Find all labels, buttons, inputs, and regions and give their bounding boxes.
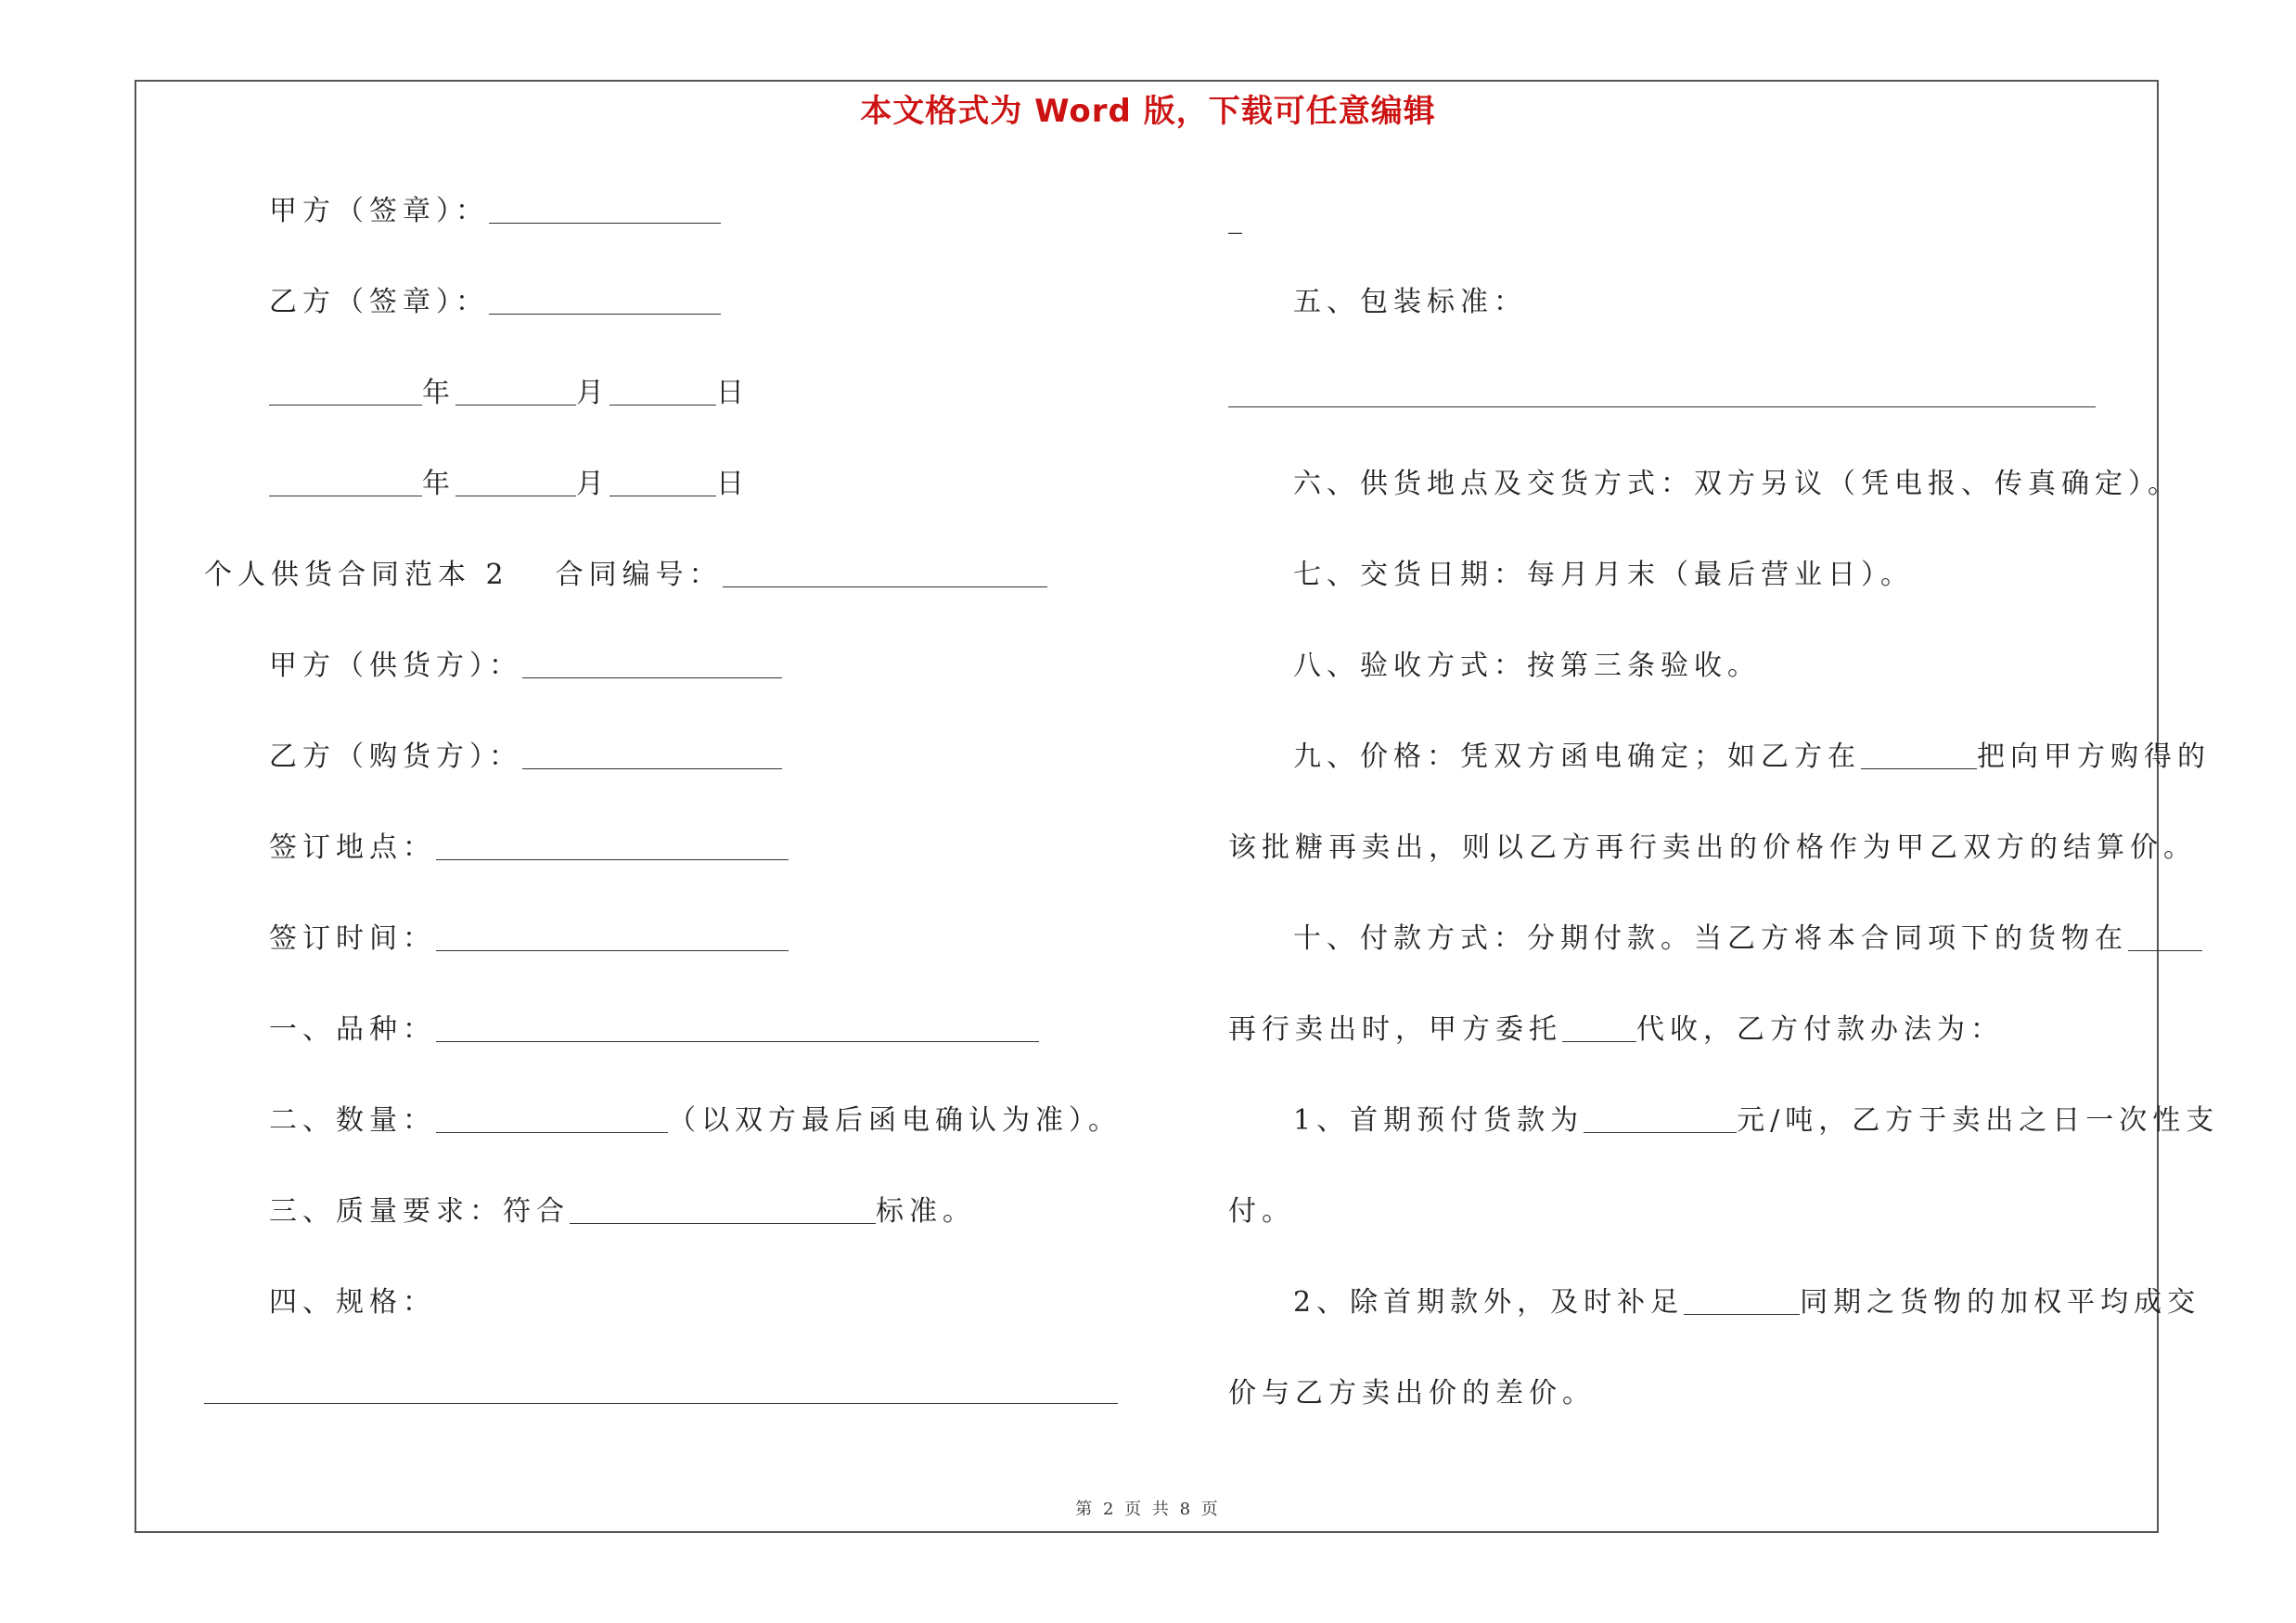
sign-time-line [269, 921, 789, 958]
clause-1-variety [269, 1011, 1039, 1049]
month-label: 月 [576, 377, 609, 409]
price-blank [1861, 742, 1977, 769]
clause-6-delivery-place [1293, 466, 2181, 503]
sign-place-line [269, 830, 789, 867]
party-a-supplier-line [269, 648, 782, 685]
party-a-supplier-blank [522, 651, 782, 678]
year-label: 年 [422, 377, 455, 409]
clause-2-quantity [269, 1102, 1122, 1140]
date-line-2 [269, 466, 750, 503]
payment-text-a: 十、付款方式：分期付款。当乙方将本合同项下的货物在 [1293, 922, 2128, 955]
variety-label: 一、品种： [269, 1013, 436, 1046]
prepay-text-c: 付。 [1228, 1195, 1295, 1228]
packaging-label: 五、包装标准： [1293, 286, 1527, 318]
stray-underscore: _ [1228, 202, 1248, 235]
topup-text-b: 同期之货物的加权平均成交 [1800, 1286, 2201, 1319]
delivery-place-text: 六、供货地点及交货方式：双方另议（凭电报、传真确定）。 [1293, 468, 2181, 500]
price-text-b: 把向甲方购得的 [1977, 741, 2211, 773]
prepay-text-b: 元/吨，乙方于卖出之日一次性支 [1737, 1104, 2220, 1137]
year-label: 年 [422, 468, 455, 500]
clause-9-price-line-2 [1228, 830, 2197, 867]
party-b-buyer-blank [522, 742, 782, 769]
year-blank [269, 379, 422, 406]
clause-7-delivery-date [1293, 557, 1914, 594]
spec-blank-rule [204, 1403, 1118, 1404]
payment-item-1-line-1 [1293, 1102, 2219, 1140]
price-text-c: 该批糖再卖出，则以乙方再行卖出的价格作为甲乙双方的结算价。 [1228, 831, 2197, 864]
topup-blank [1684, 1288, 1800, 1315]
payment-text-c: 代收，乙方付款办法为： [1636, 1013, 2004, 1046]
word-format-banner: 本文格式为 Word 版，下载可任意编辑 [860, 93, 1436, 130]
party-b-buyer-label: 乙方（购货方）： [269, 741, 522, 773]
party-b-seal-blank [489, 288, 721, 315]
quality-blank [570, 1197, 876, 1224]
payment-item-1-line-2 [1228, 1193, 1295, 1230]
party-a-seal-blank [489, 197, 721, 224]
clause-4-spec [269, 1284, 436, 1321]
day-label: 日 [716, 377, 750, 409]
page-number: 第 2 页 共 8 页 [1075, 1500, 1221, 1519]
year-blank [269, 470, 422, 496]
sign-time-blank [436, 924, 789, 951]
party-a-seal-line [269, 193, 721, 230]
payment-text-b: 再行卖出时，甲方委托 [1228, 1013, 1562, 1046]
topup-text-a: 2、除首期款外，及时补足 [1293, 1286, 1685, 1319]
contract-number-label: 合同编号： [555, 559, 723, 591]
party-a-seal-label: 甲方（签章）： [269, 195, 489, 227]
contract-title-line [204, 557, 1047, 594]
quantity-note: （以双方最后函电确认为准）。 [668, 1104, 1122, 1137]
day-label: 日 [716, 468, 750, 500]
quality-label: 三、质量要求：符合 [269, 1195, 570, 1228]
delivery-date-text: 七、交货日期：每月月末（最后营业日）。 [1293, 559, 1914, 591]
spec-label: 四、规格： [269, 1286, 436, 1319]
party-b-seal-line [269, 284, 721, 321]
day-blank [609, 379, 716, 406]
topup-text-c: 价与乙方卖出价的差价。 [1228, 1377, 1596, 1410]
month-blank [455, 379, 576, 406]
quantity-label: 二、数量： [269, 1104, 436, 1137]
payment-place-blank [2128, 924, 2202, 951]
month-blank [455, 470, 576, 496]
party-a-supplier-label: 甲方（供货方）： [269, 650, 522, 682]
sign-place-label: 签订地点： [269, 831, 436, 864]
contract-title: 个人供货合同范本 2 [204, 559, 509, 591]
contract-number-blank [723, 560, 1047, 587]
date-line-1 [269, 375, 750, 412]
agent-blank [1562, 1015, 1636, 1042]
prepay-text-a: 1、首期预付货款为 [1293, 1104, 1584, 1137]
day-blank [609, 470, 716, 496]
sign-time-label: 签订时间： [269, 922, 436, 955]
acceptance-text: 八、验收方式：按第三条验收。 [1293, 650, 1761, 682]
quantity-blank [436, 1106, 668, 1133]
clause-10-payment-line-2 [1228, 1011, 2004, 1049]
payment-item-2-line-2 [1228, 1375, 1596, 1412]
clause-10-payment-line-1 [1293, 921, 2202, 958]
clause-9-price-line-1 [1293, 739, 2211, 776]
price-text-a: 九、价格：凭双方函电确定；如乙方在 [1293, 741, 1861, 773]
clause-8-acceptance [1293, 648, 1761, 685]
month-label: 月 [576, 468, 609, 500]
party-b-seal-label: 乙方（签章）： [269, 286, 489, 318]
clause-3-quality [269, 1193, 976, 1230]
clause-5-packaging [1293, 284, 1527, 321]
packaging-blank-rule [1228, 406, 2096, 407]
sign-place-blank [436, 833, 789, 860]
variety-blank [436, 1015, 1039, 1042]
prepay-amount-blank [1584, 1106, 1737, 1133]
quality-tail: 标准。 [876, 1195, 976, 1228]
party-b-buyer-line [269, 739, 782, 776]
payment-item-2-line-1 [1293, 1284, 2200, 1321]
